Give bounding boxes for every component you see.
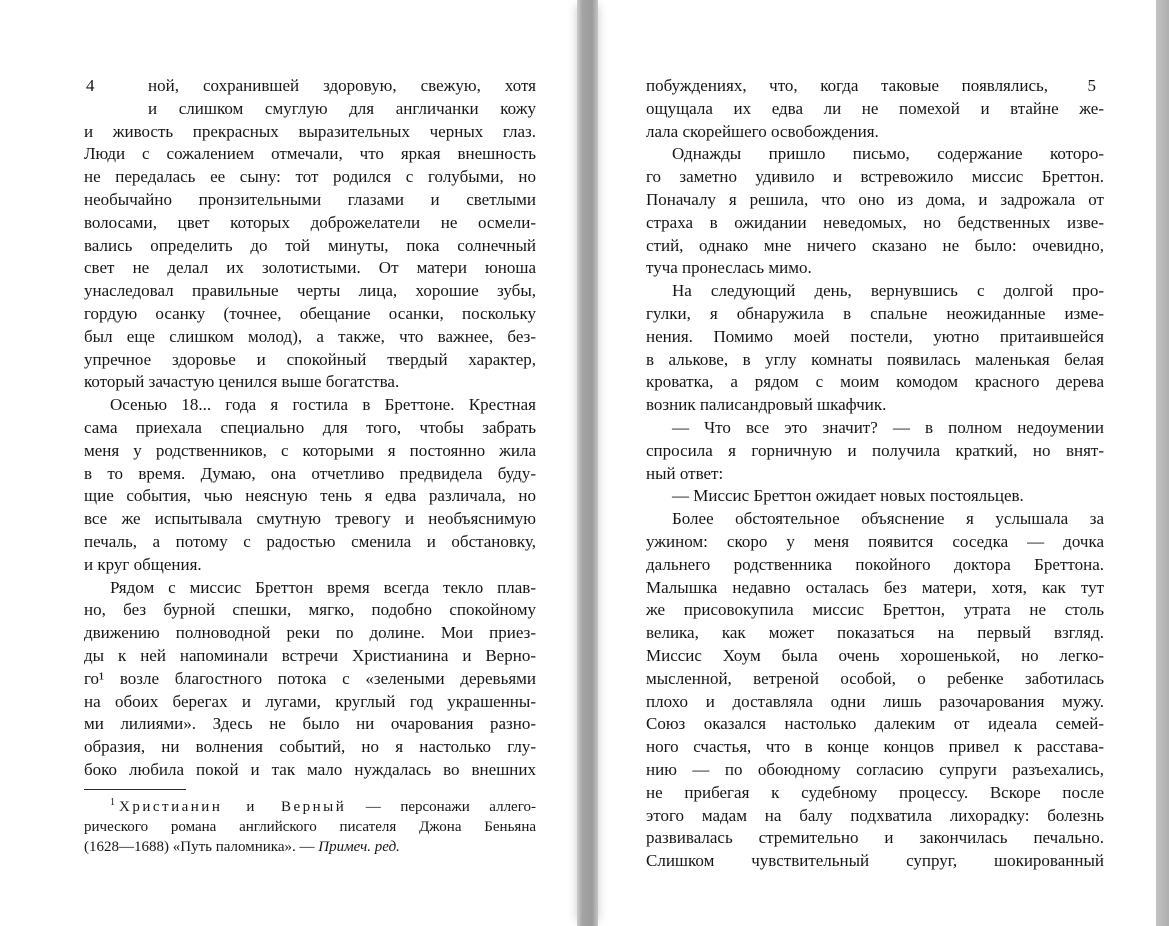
text-line: все же испытывала смутную тревогу и необъяснимую — [84, 509, 536, 529]
text-line: спросила я горничную и получила краткий, но внят- — [646, 440, 1104, 460]
text-line: го заметно удивило и встревожило миссис Бреттон. — [646, 167, 1104, 187]
text-line: туча пронеслась мимо. — [646, 258, 812, 278]
text-line: развивалась стремительно и закончилась печально. — [646, 828, 1104, 848]
footnote — [84, 789, 536, 857]
text-line: Рядом с миссис Бреттон время всегда текло плав- — [110, 577, 536, 597]
text-line: ми лилиями». Здесь не было ни очарования разно- — [84, 714, 536, 734]
paragraph — [646, 280, 1104, 417]
right-page — [646, 75, 1104, 873]
text-line: на обоих берегах и лугами, круглый год украшенны- — [84, 691, 536, 711]
paragraph — [646, 417, 1104, 485]
text-line: ужином: скоро у меня появится соседка — дочка — [646, 531, 1104, 551]
footnote-text: — персонажи аллего- — [346, 798, 536, 815]
footnote-line — [84, 797, 536, 817]
page-gutter — [577, 0, 598, 926]
text-line: ной, сохранившей здоровую, свежую, хотя — [148, 76, 536, 95]
text-line: ного счастья, что в конце концов привел к расстава- — [646, 737, 1104, 757]
text-line: этого мадам на балу подхватила лихорадку: болезнь — [646, 805, 1104, 825]
text-line: волосами, цвет которых доброжелатели не осмели- — [84, 212, 536, 232]
text-line: Однажды пришло письмо, содержание которо- — [672, 144, 1104, 164]
page-number-left: 4 — [86, 76, 95, 95]
footnote-term: Христианин и Верный — [119, 798, 347, 815]
text-line: не прибегая к судебному процессу. Вскоре после — [646, 782, 1104, 802]
text-line: Люди с сожалением отмечали, что яркая внешность — [84, 144, 536, 164]
text-line: Слишком чувствительный супруг, шокированный — [646, 851, 1104, 871]
text-line: дальнего родственника покойного доктора Бреттона. — [646, 554, 1104, 574]
text-line: ощущала их едва ли не помехой и втайне же- — [646, 98, 1104, 118]
paragraph — [84, 394, 536, 576]
text-line: вались определить до той минуты, пока солнечный — [84, 235, 536, 255]
right-page-text — [646, 75, 1104, 873]
text-line: плохо и доставляла одни лишь разочарования мужу. — [646, 691, 1104, 711]
footnote-rule — [84, 789, 186, 790]
text-line: Поначалу я решила, что оно из дома, и задрожала от — [646, 189, 1104, 209]
paragraph — [646, 508, 1104, 873]
text-line: который зачастую ценился выше богатства. — [84, 372, 400, 392]
text-line: движению полноводной реки по долине. Мои приез- — [84, 623, 536, 643]
text-line: щие события, чью неясную тень я едва различала, но — [84, 486, 536, 506]
text-line: — Что все это значит? — в полном недоумении — [672, 417, 1104, 437]
text-line: упречное здоровье и спокойный твердый характер, — [84, 349, 536, 369]
text-line: гордую осанку (точнее, обещание осанки, поскольку — [84, 303, 536, 323]
text-line: кроватка, а рядом с моим комодом красного дерева — [646, 372, 1104, 392]
text-line: побуждениях, что, когда таковые появлялись, — [646, 76, 1048, 95]
text-line: — Миссис Бреттон ожидает новых постояльцев. — [672, 486, 1024, 506]
text-line: же присовокупила миссис Бреттон, утрата не столь — [646, 600, 1104, 620]
left-page-text — [84, 75, 536, 782]
footnote-line — [84, 837, 536, 857]
footnote-text: (1628—1688) «Путь паломника». — — [84, 838, 319, 855]
paragraph — [84, 577, 536, 782]
text-line: боко любила покой и так мало нуждалась во внешних — [84, 759, 536, 779]
text-line: меня у родственников, с которыми я постоянно жила — [84, 440, 536, 460]
text-line: страха в ожидании неведомых, но бедственных изве- — [646, 212, 1104, 232]
text-line: в алькове, в углу комнаты появилась маленькая белая — [646, 349, 1104, 369]
text-line: возник палисандровый шкафчик. — [646, 395, 887, 415]
text-line: мысленной, ветреной особой, о ребенке заботилась — [646, 668, 1104, 688]
text-line: свет не делал их золотистыми. От матери юноша — [84, 258, 536, 278]
text-line: лала скорейшего освобождения. — [646, 121, 879, 141]
text-line: и слишком смуглую для англичанки кожу — [148, 98, 536, 118]
text-line: был еще слишком молод), а также, что важнее, без- — [84, 326, 536, 346]
text-line: и круг общения. — [84, 554, 202, 574]
text-line: Более обстоятельное объяснение я услышала за — [672, 509, 1104, 529]
text-line: ный ответ: — [646, 463, 724, 483]
footnote-source: Примеч. ред. — [318, 838, 400, 855]
text-line: нения. Помимо моей постели, уютно притаившейся — [646, 326, 1104, 346]
text-line: Миссис Хоум была очень хорошенькой, но легко- — [646, 645, 1104, 665]
scan-edge-strip — [1156, 0, 1169, 926]
text-line: велика, как может показаться на первый взгляд. — [646, 623, 1104, 643]
left-page — [84, 75, 536, 857]
text-line: Осенью 18... года я гостила в Бреттоне. Крестная — [110, 395, 536, 415]
page-number-right: 5 — [1087, 76, 1096, 95]
text-line: и живость прекрасных выразительных черных глаз. — [84, 121, 536, 141]
text-line: печаль, а потому с радостью сменила и обстановку, — [84, 531, 536, 551]
text-line: в то время. Думаю, она отчетливо предвидела буду- — [84, 463, 536, 483]
text-line: Малышка недавно осталась без матери, хотя, как тут — [646, 577, 1104, 597]
text-line: На следующий день, вернувшись с долгой про- — [672, 281, 1104, 301]
text-line: но, без бурной спешки, мягко, подобно спокойному — [84, 600, 536, 620]
text-line: ды к ней напоминали встречи Христианина и Верно- — [84, 645, 536, 665]
text-line: го¹ возле благостного потока с «зелеными деревьями — [84, 668, 536, 688]
text-line: не передалась ее сыну: тот родился с голубыми, но — [84, 167, 536, 187]
footnote-marker: 1 — [110, 796, 115, 808]
paragraph — [84, 75, 536, 394]
paragraph — [646, 485, 1104, 508]
text-line: необычайно пронзительными глазами и светлыми — [84, 189, 536, 209]
text-line: образия, ни волнения событий, но я настолько глу- — [84, 737, 536, 757]
text-line: нию — по обоюдному согласию супруги разъехались, — [646, 759, 1104, 779]
text-line: унаследовал правильные черты лица, хорошие зубы, — [84, 281, 536, 301]
text-line: гулки, я обнаружила в спальне неожиданные изме- — [646, 303, 1104, 323]
paragraph — [646, 143, 1104, 280]
text-line: стий, однако мне ничего сказано не было: очевидно, — [646, 235, 1104, 255]
paragraph — [646, 75, 1104, 143]
footnote-line: рического романа английского писателя Джона Беньяна — [84, 818, 536, 835]
text-line: Союз оказался настолько далеким от идеала семей- — [646, 714, 1104, 734]
text-line: сама приехала специально для того, чтобы забрать — [84, 417, 536, 437]
